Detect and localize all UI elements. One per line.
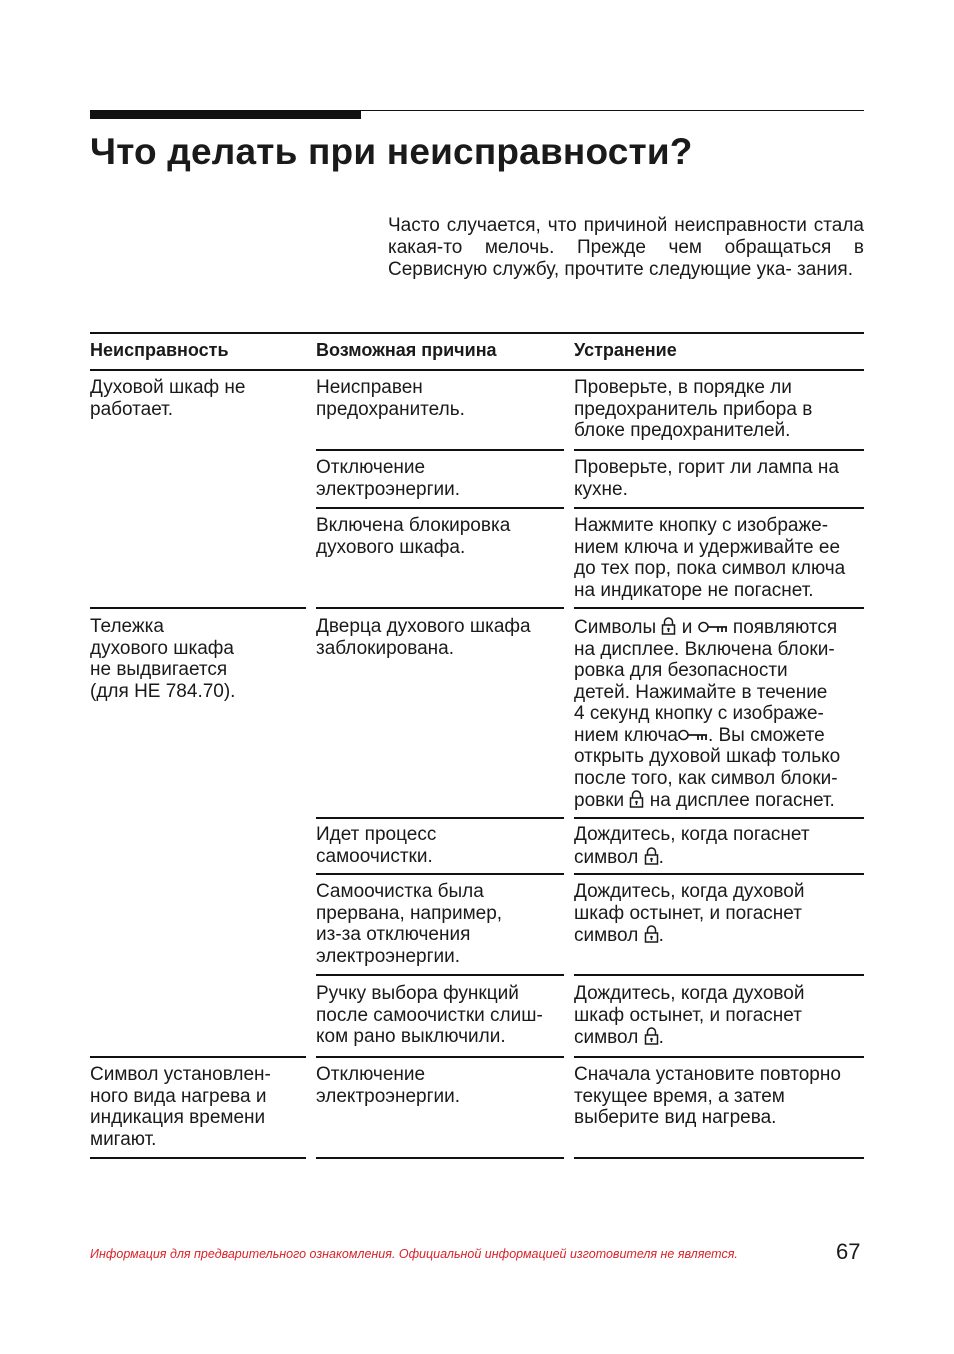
cause-cell: Отключение электроэнергии. — [316, 457, 461, 500]
remedy-cell: Сначала установите повторно текущее время, а затем выберите вид нагрева. — [574, 1064, 841, 1128]
table-top-rule — [90, 332, 864, 334]
remedy-cell: Проверьте, горит ли лампа на кухне. — [574, 457, 839, 500]
fault-cell: Тележка духового шкафа не выдвигается (для HE 784.70). — [90, 616, 236, 702]
row-rule — [574, 507, 864, 509]
row-rule — [316, 873, 564, 875]
remedy-text: . — [658, 846, 664, 868]
title-rule-thin — [361, 110, 864, 111]
remedy-text: и — [676, 617, 698, 638]
table-bottom-rule — [90, 1157, 306, 1159]
remedy-cell — [574, 616, 864, 812]
group-rule — [316, 1056, 564, 1058]
cause-cell: Включена блокировка духового шкафа. — [316, 515, 511, 558]
remedy-text: Дождитесь, когда духовой шкаф остынет, и погаснет символ — [574, 881, 805, 946]
cause-cell: Отключение электроэнергии. — [316, 1064, 461, 1107]
remedy-cell — [574, 881, 864, 947]
page-title: Что делать при неисправности? — [90, 131, 693, 172]
row-rule — [574, 974, 864, 976]
footer-disclaimer: Информация для предварительного ознакомления. Официальной информацией изготовителя не является. — [90, 1247, 738, 1261]
cause-cell: Дверца духового шкафа заблокирована. — [316, 616, 531, 659]
remedy-cell — [574, 824, 864, 868]
remedy-text: . — [658, 925, 664, 946]
key-icon — [698, 621, 728, 635]
table-bottom-rule — [574, 1157, 864, 1159]
remedy-text: Символы — [574, 617, 662, 638]
lock-icon — [661, 616, 676, 635]
title-rule-thick — [90, 110, 361, 119]
fault-cell: Символ установлен- ного вида нагрева и индикация времени мигают. — [90, 1064, 271, 1150]
lock-icon — [644, 1026, 659, 1045]
header-fault: Неисправность — [90, 340, 229, 360]
lock-icon — [629, 789, 644, 808]
intro-paragraph: Часто случается, что причиной неисправности стала какая-то мелочь. Прежде чем обращаться в Сервисную службу, прочтите следующие ука- зания. — [388, 215, 864, 280]
table-bottom-rule — [316, 1157, 564, 1159]
cause-cell: Самоочистка была прервана, например, из-за отключения электроэнергии. — [316, 881, 503, 967]
header-remedy: Устранение — [574, 340, 677, 360]
row-rule — [574, 449, 864, 451]
group-rule — [316, 607, 564, 609]
group-rule — [574, 607, 864, 609]
header-cause: Возможная причина — [316, 340, 497, 360]
lock-icon — [644, 846, 659, 865]
lock-icon — [644, 924, 659, 943]
group-rule — [90, 1056, 306, 1058]
cause-cell: Идет процесс самоочистки. — [316, 824, 437, 867]
row-rule — [316, 507, 564, 509]
page-number: 67 — [836, 1239, 861, 1264]
key-icon — [678, 729, 708, 743]
cause-cell: Неисправен предохранитель. — [316, 377, 465, 420]
group-rule — [90, 607, 306, 609]
table-header-rule — [90, 369, 864, 371]
row-rule — [574, 817, 864, 819]
row-rule — [574, 873, 864, 875]
group-rule — [574, 1056, 864, 1058]
remedy-text: Дождитесь, когда духовой шкаф остынет, и погаснет символ — [574, 983, 805, 1048]
remedy-text: на дисплее погаснет. — [644, 790, 835, 811]
remedy-text: Дождитесь, когда погаснет символ — [574, 824, 810, 868]
remedy-text: . — [658, 1027, 664, 1048]
remedy-cell — [574, 983, 864, 1049]
row-rule — [316, 974, 564, 976]
cause-cell: Ручку выбора функций после самоочистки слиш- ком рано выключили. — [316, 983, 543, 1047]
remedy-text: появляются на дисплее. Включена блоки- ровка для безопасности детей. Нажимайте в течение 4 секунд кнопку с изображе- нием ключа — [574, 617, 838, 746]
fault-cell: Духовой шкаф не работает. — [90, 377, 246, 420]
remedy-cell: Проверьте, в порядке ли предохранитель прибора в блоке предохранителей. — [574, 377, 813, 441]
row-rule — [316, 817, 564, 819]
remedy-cell: Нажмите кнопку с изображе- нием ключа и удерживайте ее до тех пор, пока символ ключа на индикаторе не погаснет. — [574, 515, 846, 601]
remedy-text: . Вы сможете открыть духовой шкаф только после того, как символ блоки- ровки — [574, 724, 841, 811]
row-rule — [316, 449, 564, 451]
